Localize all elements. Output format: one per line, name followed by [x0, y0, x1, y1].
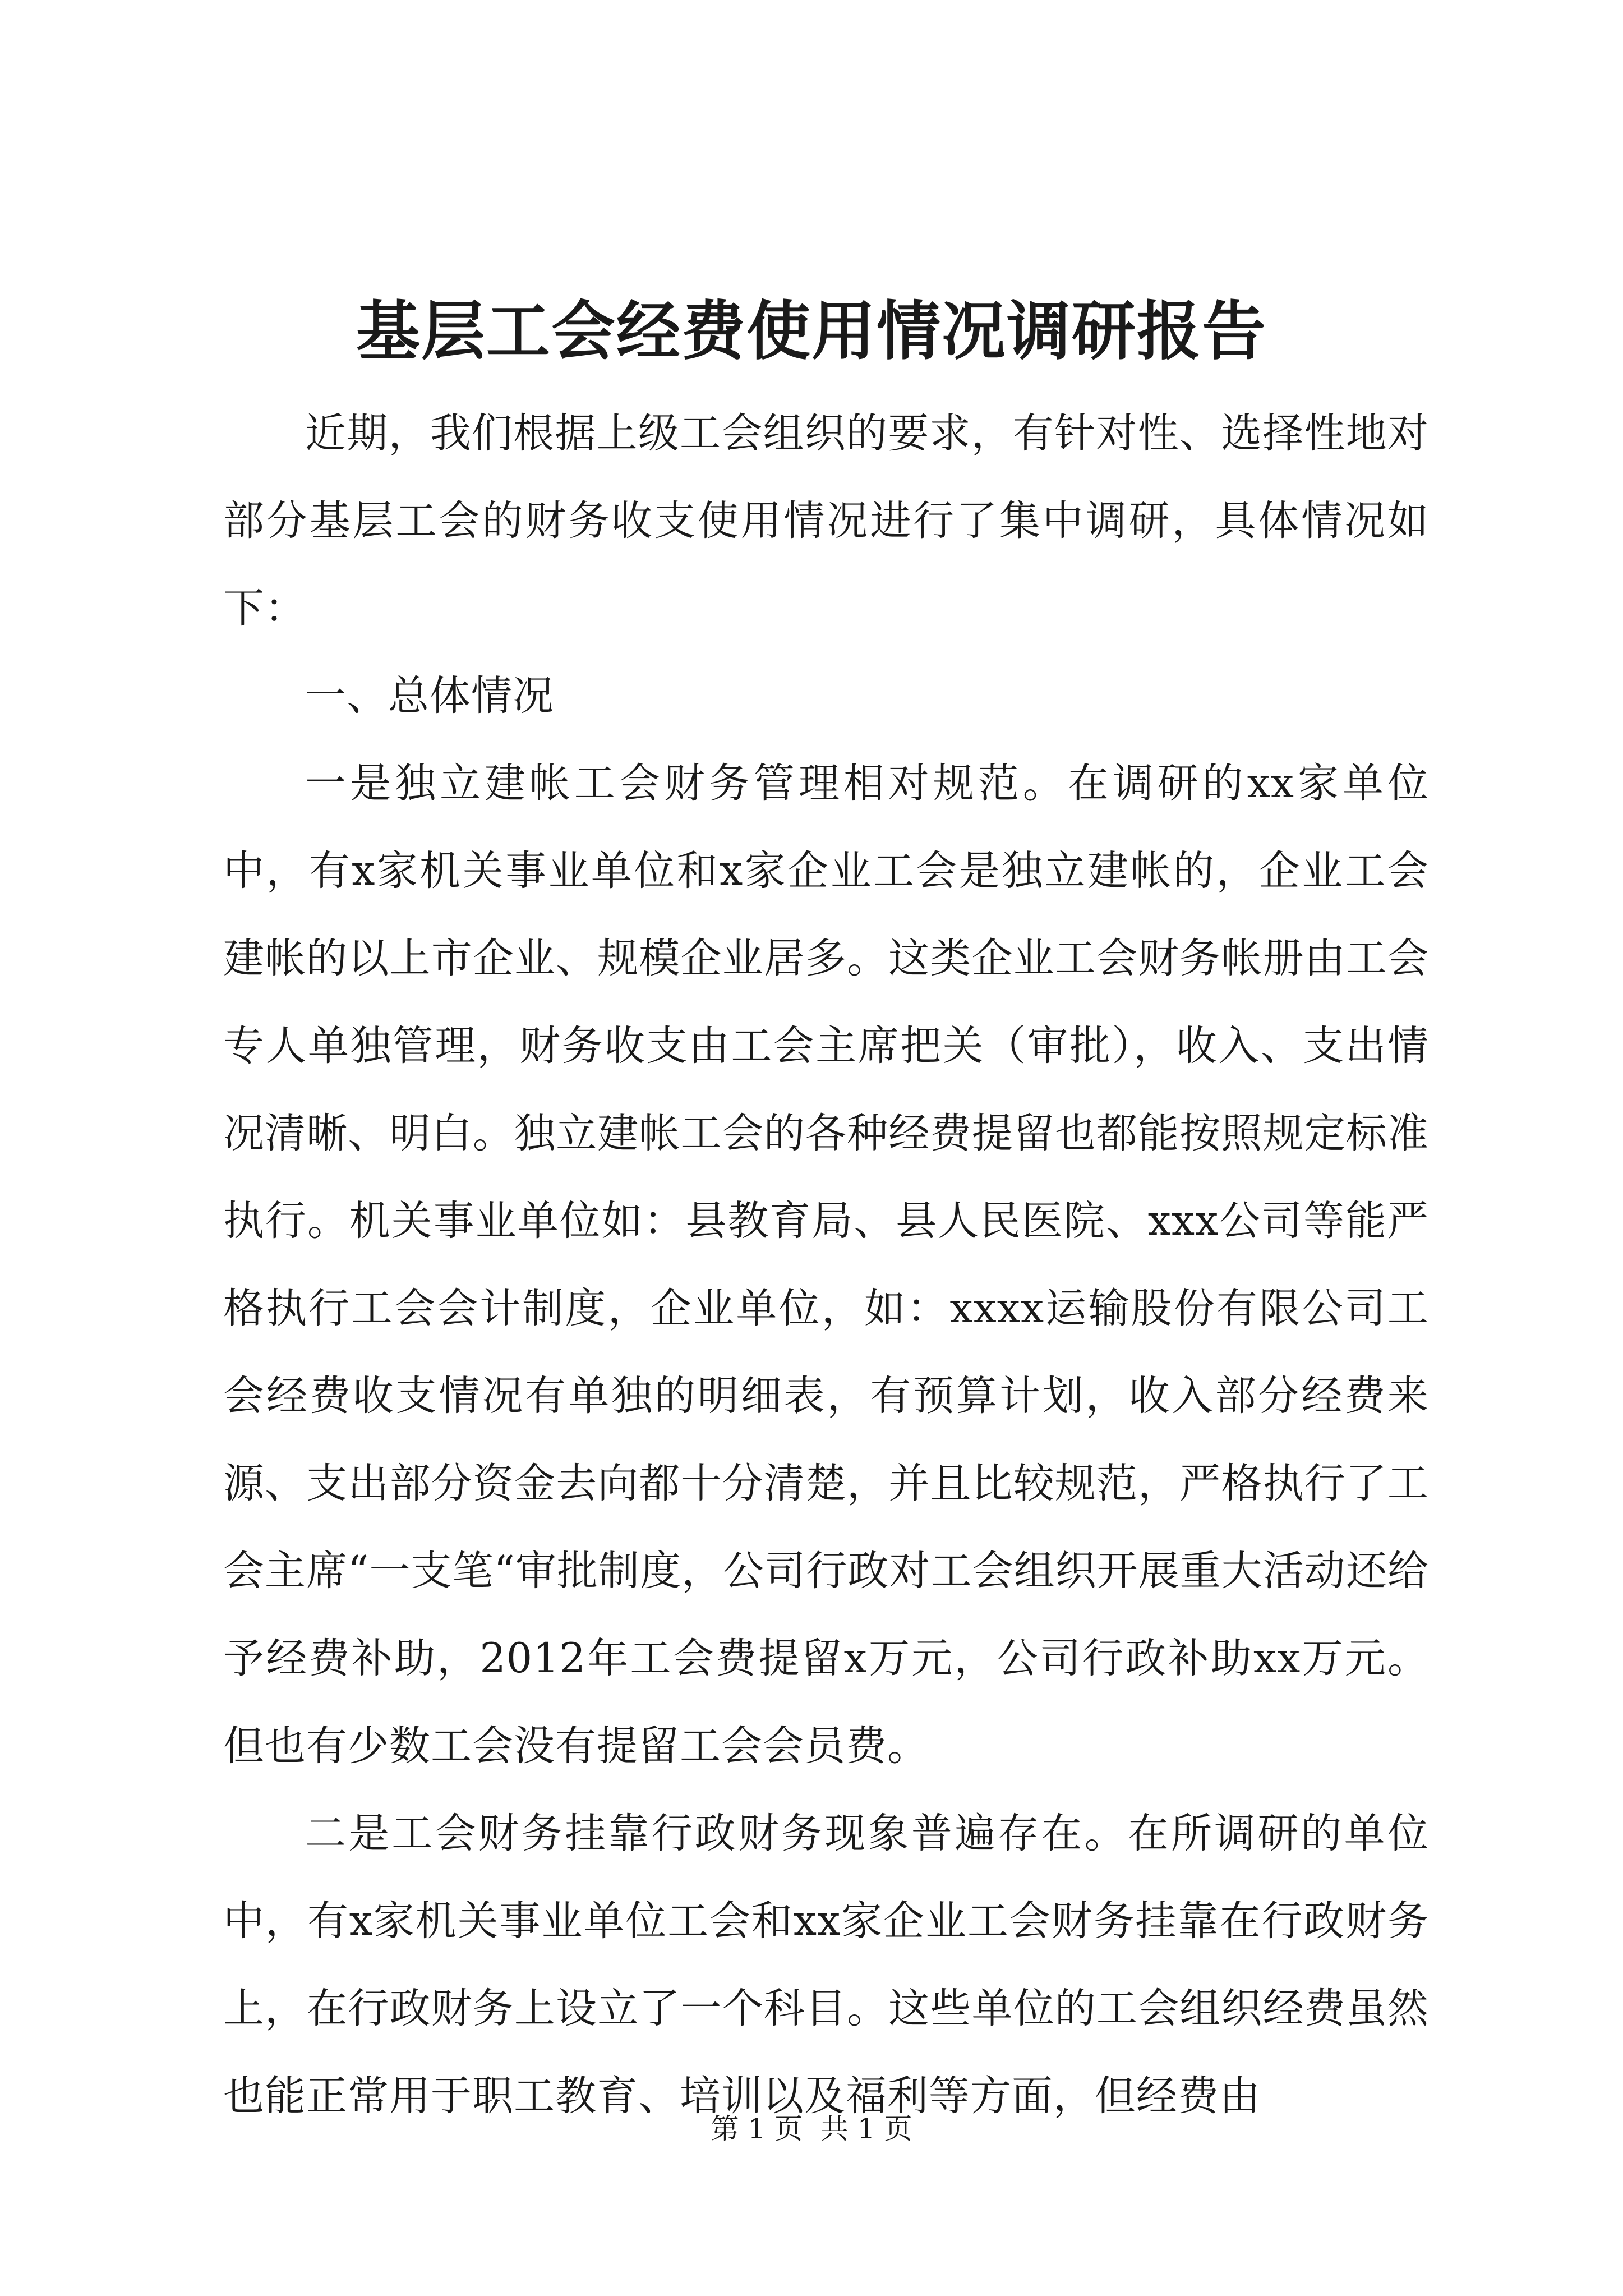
body-paragraph: 一是独立建帐工会财务管理相对规范。在调研的xx家单位中，有x家机关事业单位和x家企业工会是独立建帐的，企业工会建帐的以上市企业、规模企业居多。这类企业工会财务帐册由工会专人单独管理，财务收支由工会主席把关（审批），收入、支出情况清晰、明白。独立建帐工会的各种经费提留也都能按照规定标准执行。机关事业单位如：县教育局、县人民医院、xxx公司等能严格执行工会会计制度，企业单位，如：xxxx运输股份有限公司工会经费收支情况有单独的明细表，有预算计划，收入部分经费来源、支出部分资金去向都十分清楚，并且比较规范，严格执行了工会主席“一支笔“审批制度，公司行政对工会组织开展重大活动还给予经费补助，2012年工会费提留x万元，公司行政补助xx万元。但也有少数工会没有提留工会会员费。 [223, 760, 1429, 1770]
body-paragraph: 二是工会财务挂靠行政财务现象普遍存在。在所调研的单位中，有x家机关事业单位工会和xx家企业工会财务挂靠在行政财务上，在行政财务上设立了一个科目。这些单位的工会组织经费虽然也能正常用于职工教育、培训以及福利等方面，但经费由 [223, 1810, 1429, 2120]
page-footer: 第 1 页 共 1 页 [711, 2113, 912, 2145]
document-title: 基层工会经费使用情况调研报告 [356, 293, 1267, 369]
intro-paragraph: 近期，我们根据上级工会组织的要求，有针对性、选择性地对部分基层工会的财务收支使用情况进行了集中调研，具体情况如下： [223, 409, 1429, 632]
section-heading: 一、总体情况 [305, 672, 554, 720]
document-body [223, 390, 1429, 2140]
